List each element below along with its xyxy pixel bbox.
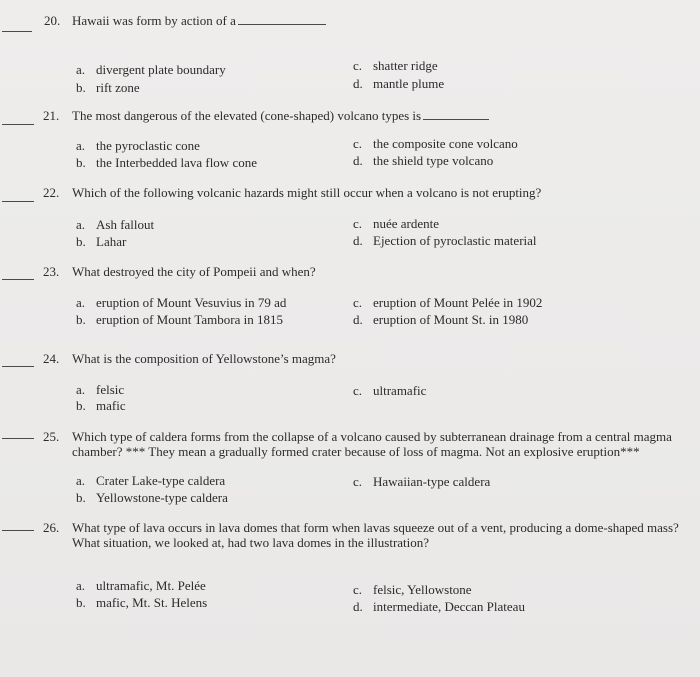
- option-22b[interactable]: b. Lahar: [76, 234, 127, 249]
- question-number-25: 25.: [43, 429, 60, 444]
- answer-blank-24[interactable]: [2, 366, 34, 367]
- question-number-23: 23.: [43, 264, 60, 279]
- option-22a[interactable]: a. Ash fallout: [76, 217, 155, 232]
- option-21b[interactable]: b. the Interbedded lava flow cone: [76, 155, 257, 170]
- option-26d[interactable]: d. intermediate, Deccan Plateau: [353, 599, 525, 614]
- stem-blank-20: [238, 14, 326, 25]
- question-stem-23: What destroyed the city of Pompeii and when?: [72, 264, 316, 279]
- option-20c[interactable]: c. shatter ridge: [353, 58, 438, 73]
- question-stem-25: Which type of caldera forms from the collapse of a volcano caused by subterranean drainage from a central magma chamber? *** They mean a gradually formed crater because of loss of magma. Not an explosive eruption***: [72, 429, 672, 459]
- question-stem-21: The most dangerous of the elevated (cone-shaped) volcano types is: [72, 108, 489, 123]
- question-stem-26: What type of lava occurs in lava domes that form when lavas squeeze out of a vent, producing a dome-shaped mass? What situation, we looked at, had two lava domes in the illustration?: [72, 520, 679, 550]
- option-26a[interactable]: a. ultramafic, Mt. Pelée: [76, 578, 206, 593]
- answer-blank-23[interactable]: [2, 279, 34, 280]
- question-stem-20: Hawaii was form by action of a: [72, 13, 326, 28]
- question-number-22: 22.: [43, 185, 60, 200]
- option-25a[interactable]: a. Crater Lake-type caldera: [76, 473, 226, 488]
- option-24c[interactable]: c. ultramafic: [353, 383, 427, 398]
- option-20a[interactable]: a. divergent plate boundary: [76, 62, 226, 77]
- question-stem-22: Which of the following volcanic hazards might still occur when a volcano is not erupting?: [72, 185, 542, 200]
- option-21d[interactable]: d. the shield type volcano: [353, 153, 494, 168]
- option-23b[interactable]: b. eruption of Mount Tambora in 1815: [76, 312, 283, 327]
- question-number-26: 26.: [43, 520, 60, 535]
- option-20d[interactable]: d. mantle plume: [353, 76, 445, 91]
- option-20b[interactable]: b. rift zone: [76, 80, 140, 95]
- option-24a[interactable]: a. felsic: [76, 382, 125, 397]
- option-21c[interactable]: c. the composite cone volcano: [353, 136, 518, 151]
- question-stem-24: What is the composition of Yellowstone’s magma?: [72, 351, 336, 366]
- option-25c[interactable]: c. Hawaiian-type caldera: [353, 474, 491, 489]
- answer-blank-22[interactable]: [2, 201, 34, 202]
- answer-blank-25[interactable]: [2, 438, 34, 439]
- question-number-20: 20.: [44, 13, 61, 28]
- option-26c[interactable]: c. felsic, Yellowstone: [353, 582, 472, 597]
- option-26b[interactable]: b. mafic, Mt. St. Helens: [76, 595, 208, 610]
- option-23d[interactable]: d. eruption of Mount St. in 1980: [353, 312, 529, 327]
- option-22d[interactable]: d. Ejection of pyroclastic material: [353, 233, 537, 248]
- answer-blank-26[interactable]: [2, 530, 34, 531]
- option-23c[interactable]: c. eruption of Mount Pelée in 1902: [353, 295, 543, 310]
- option-21a[interactable]: a. the pyroclastic cone: [76, 138, 200, 153]
- answer-blank-21[interactable]: [2, 124, 34, 125]
- option-22c[interactable]: c. nuée ardente: [353, 216, 440, 231]
- stem-blank-21: [423, 109, 489, 120]
- question-number-21: 21.: [43, 108, 60, 123]
- option-24b[interactable]: b. mafic: [76, 398, 126, 413]
- question-number-24: 24.: [43, 351, 60, 366]
- answer-blank-20[interactable]: [2, 31, 32, 32]
- option-25b[interactable]: b. Yellowstone-type caldera: [76, 490, 228, 505]
- option-23a[interactable]: a. eruption of Mount Vesuvius in 79 ad: [76, 295, 287, 310]
